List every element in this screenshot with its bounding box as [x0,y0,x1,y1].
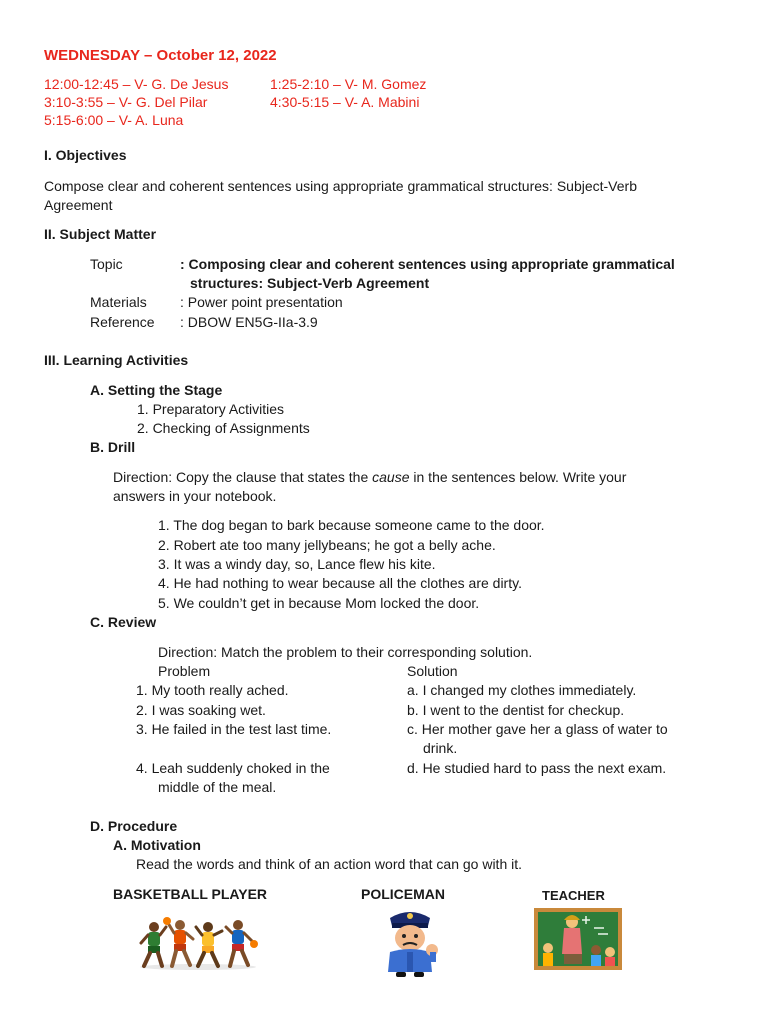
review-label: C. Review [90,614,157,630]
subject-matter-heading: II. Subject Matter [44,226,157,242]
drill-item: 3. It was a windy day, so, Lance flew his kite. [158,556,436,572]
teacher-image [534,908,622,970]
drill-item: 5. We couldn’t get in because Mom locked the door. [158,595,480,611]
problem-item: 3. He failed in the test last time. [136,721,332,737]
problem-item: 2. I was soaking wet. [136,702,266,718]
schedule-item: 5:15-6:00 – V- A. Luna [44,112,184,128]
schedule-item: 3:10-3:55 – V- G. Del Pilar [44,94,208,110]
problem-item: 4. Leah suddenly choked in the [136,760,330,776]
setting-stage-label: A. Setting the Stage [90,382,223,398]
drill-item: 2. Robert ate too many jellybeans; he got a belly ache. [158,537,496,553]
solution-item: c. Her mother gave her a glass of water to [407,721,668,737]
review-direction: Direction: Match the problem to their corresponding solution. [158,644,533,660]
problem-item: 1. My tooth really ached. [136,682,289,698]
motivation-label: A. Motivation [113,837,201,853]
drill-item: 4. He had nothing to wear because all the clothes are dirty. [158,575,522,591]
basketball-players-image [138,913,260,971]
drill-direction-line2: answers in your notebook. [113,488,277,504]
materials-value: : Power point presentation [180,294,343,310]
solution-item-continued: drink. [423,740,458,756]
motivation-text: Read the words and think of an action word that can go with it. [136,856,523,872]
solution-item: b. I went to the dentist for checkup. [407,702,625,718]
drill-direction [113,468,626,487]
policeman-image [372,908,450,978]
solution-header: Solution [407,663,458,679]
schedule-item: 4:30-5:15 – V- A. Mabini [270,94,420,110]
schedule-item: 12:00-12:45 – V- G. De Jesus [44,76,229,92]
list-item: 2. Checking of Assignments [137,420,310,436]
date-title: WEDNESDAY – October 12, 2022 [44,47,277,64]
drill-direction-suffix: in the sentences below. Write your [409,469,627,485]
reference-value: : DBOW EN5G-IIa-3.9 [180,314,318,330]
problem-item-continued: middle of the meal. [158,779,277,795]
schedule-item: 1:25-2:10 – V- M. Gomez [270,76,427,92]
objectives-heading: I. Objectives [44,147,127,163]
objectives-text: Compose clear and coherent sentences using appropriate grammatical structures: Subject-Verb [44,178,637,194]
reference-label: Reference [90,314,155,330]
topic-label: Topic [90,256,123,272]
topic-value: : Composing clear and coherent sentences using appropriate grammatical [180,256,675,272]
objectives-text: Agreement [44,197,113,213]
word-policeman: POLICEMAN [361,886,445,902]
solution-item: a. I changed my clothes immediately. [407,682,637,698]
drill-direction-emphasis: cause [372,469,410,485]
problem-header: Problem [158,663,211,679]
drill-label: B. Drill [90,439,136,455]
drill-item: 1. The dog began to bark because someone came to the door. [158,517,545,533]
materials-label: Materials [90,294,147,310]
topic-value: structures: Subject-Verb Agreement [190,275,430,291]
solution-item: d. He studied hard to pass the next exam. [407,760,667,776]
word-teacher: TEACHER [542,888,605,903]
list-item: 1. Preparatory Activities [137,401,285,417]
drill-direction-prefix: Direction: Copy the clause that states the [113,469,373,485]
word-basketball-player: BASKETBALL PLAYER [113,886,268,902]
learning-activities-heading: III. Learning Activities [44,352,189,368]
procedure-label: D. Procedure [90,818,178,834]
